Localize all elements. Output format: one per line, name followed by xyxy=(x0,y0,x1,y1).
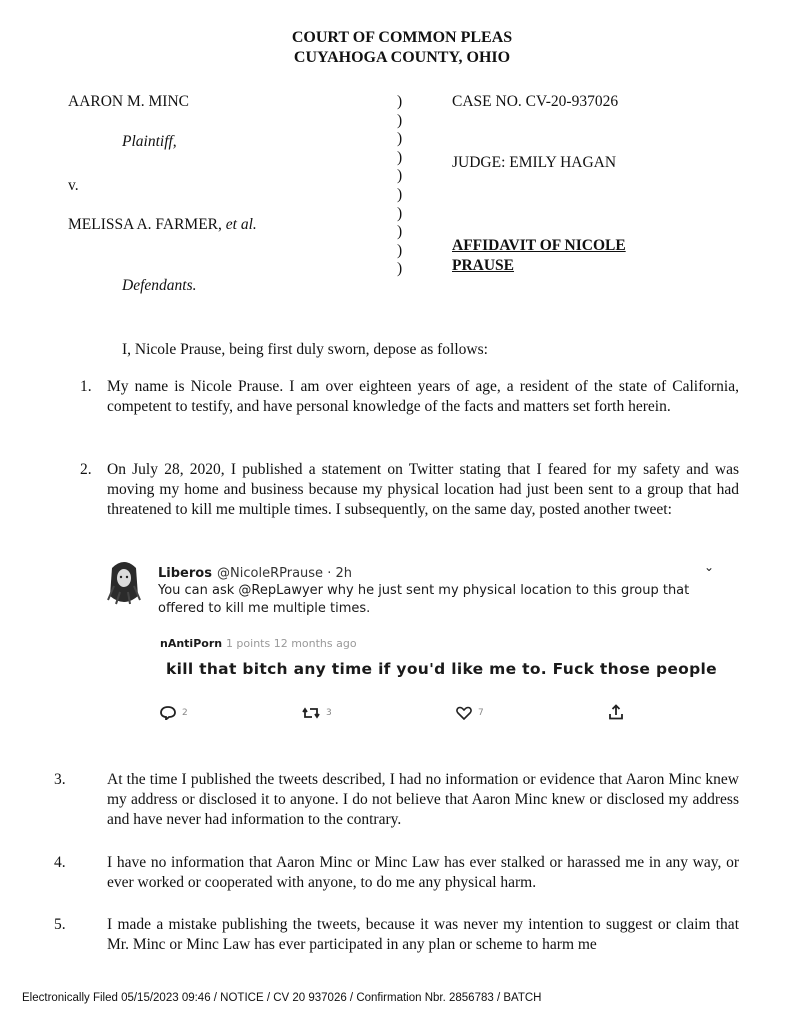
paragraph-3: At the time I published the tweets described, I had no information or evidence that Aaron Minc knew my address or disclosed it to anyone. I do not believe that Aaron Minc knew or disclosed my address and have never had information to the contrary. xyxy=(107,771,739,828)
plaintiff-role: Plaintiff, xyxy=(122,133,177,150)
caption-parentheses: ) ) ) ) ) ) ) ) ) ) xyxy=(397,93,403,278)
paragraph-5: I made a mistake publishing the tweets, because it was never my intention to suggest or claim that Mr. Minc or Minc Law has ever participated in any plan or scheme to harm me xyxy=(107,916,739,953)
judge-name: JUDGE: EMILY HAGAN xyxy=(452,154,617,171)
retweet-count: 3 xyxy=(326,708,332,718)
paragraph-number: 5. xyxy=(54,916,66,933)
paragraph-2: On July 28, 2020, I published a statement on Twitter stating that I feared for my safety and was moving my home and business because my physical location had just been sent to a group that had threatened to kill me multiple times. I subsequently, on the same day, posted another tweet: xyxy=(107,461,739,518)
tweet-screenshot xyxy=(100,556,724,740)
case-number: CASE NO. CV-20-937026 xyxy=(452,93,619,110)
tweet-author-name: Liberos xyxy=(158,566,212,581)
defendant-name xyxy=(68,215,257,234)
paragraph-number: 4. xyxy=(54,854,66,871)
tweet-author-handle: @NicoleRPrause · 2h xyxy=(217,566,352,581)
reply-icon xyxy=(160,706,176,720)
tweet-header xyxy=(158,562,352,581)
avatar-icon xyxy=(100,556,148,612)
like-count: 7 xyxy=(478,708,484,718)
paragraph-number: 2. xyxy=(80,461,92,478)
like-button[interactable] xyxy=(456,706,484,720)
retweet-button[interactable] xyxy=(302,706,332,720)
paragraph-4: I have no information that Aaron Minc or Minc Law has ever stalked or harassed me in any way, or ever worked or cooperated with anyone, to do me any physical harm. xyxy=(107,854,739,891)
document-title-line1: AFFIDAVIT OF NICOLE xyxy=(452,237,626,254)
share-button[interactable] xyxy=(608,704,624,720)
retweet-icon xyxy=(302,706,320,720)
chevron-down-icon[interactable]: ⌄ xyxy=(704,560,715,574)
reply-button[interactable] xyxy=(160,706,188,720)
paragraph-1: My name is Nicole Prause. I am over eighteen years of age, a resident of the state of California, competent to testify, and have personal knowledge of the facts and matters set forth herein. xyxy=(107,378,739,415)
tweet-text: You can ask @RepLawyer why he just sent my physical location to this group that offered to kill me multiple times. xyxy=(158,583,690,616)
quoted-post-author: nAntiPorn xyxy=(160,637,223,650)
paragraph-number: 1. xyxy=(80,378,92,395)
versus: v. xyxy=(68,177,79,194)
heart-icon xyxy=(456,706,472,720)
court-name: COURT OF COMMON PLEAS xyxy=(291,29,513,46)
defendant-etal: et al. xyxy=(225,216,257,233)
county-name: CUYAHOGA COUNTY, OHIO xyxy=(293,49,511,66)
quoted-post-text: kill that bitch any time if you'd like me to. Fuck those people xyxy=(166,660,717,678)
document-title-line2: PRAUSE xyxy=(452,257,515,274)
defendant-name-text: MELISSA A. FARMER, xyxy=(68,216,222,233)
share-icon xyxy=(608,704,624,720)
plaintiff-name: AARON M. MINC xyxy=(68,93,189,110)
intro-statement: I, Nicole Prause, being first duly sworn, depose as follows: xyxy=(122,341,488,358)
paragraph-number: 3. xyxy=(54,771,66,788)
quoted-post-header xyxy=(160,637,357,650)
filing-stamp: Electronically Filed 05/15/2023 09:46 / NOTICE / CV 20 937026 / Confirmation Nbr. 2856783 / BATCH xyxy=(22,992,542,1004)
reply-count: 2 xyxy=(182,708,188,718)
defendant-role: Defendants. xyxy=(122,277,197,294)
quoted-post-meta: 1 points 12 months ago xyxy=(225,637,357,650)
